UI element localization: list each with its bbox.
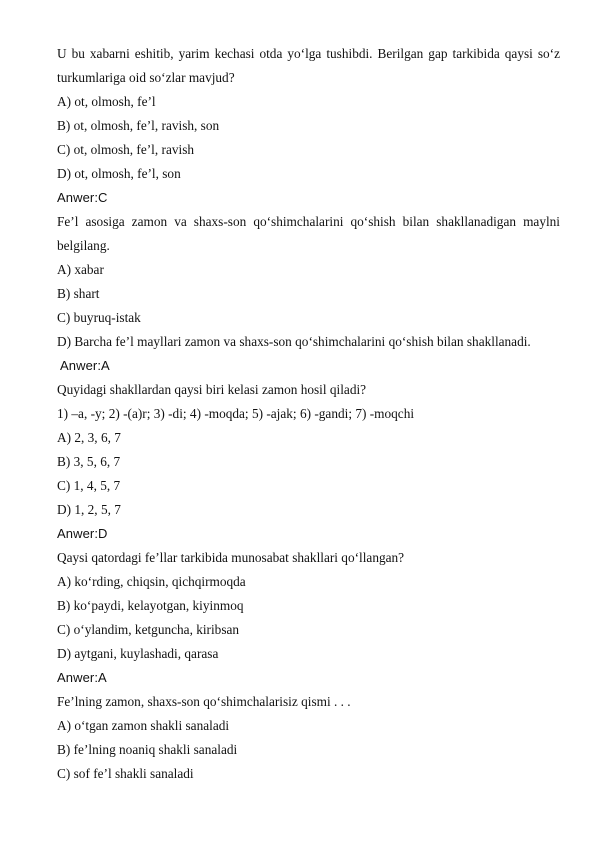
question-5-option-c: C) sof fe’l shakli sanaladi: [57, 766, 194, 781]
question-1-option-c: C) ot, olmosh, fe’l, ravish: [57, 142, 195, 157]
question-3-option-c: C) 1, 4, 5, 7: [57, 478, 121, 493]
question-2-text: Fe’l asosiga zamon va shaxs-son qoʻshimchalarini qoʻshish bilan shakllanadigan maylni belgilang.: [57, 214, 560, 253]
question-5-option-a: A) oʻtgan zamon shakli sanaladi: [57, 718, 230, 733]
quiz-content: [57, 42, 560, 786]
question-2-option-a: A) xabar: [57, 262, 104, 277]
question-4-option-c: C) oʻylandim, ketguncha, kiribsan: [57, 622, 240, 637]
question-2-option-c: C) buyruq-istak: [57, 310, 141, 325]
question-3-option-d: D) 1, 2, 5, 7: [57, 502, 121, 517]
question-3-answer: Anwer:D: [57, 526, 108, 541]
question-4-option-a: A) koʻrding, chiqsin, qichqirmoqda: [57, 574, 246, 589]
question-5-option-b: B) fe’lning noaniq shakli sanaladi: [57, 742, 238, 757]
question-4-answer: Anwer:A: [57, 670, 107, 685]
question-3-text: Quyidagi shakllardan qaysi biri kelasi zamon hosil qiladi?: [57, 382, 367, 397]
question-2-option-b: B) shart: [57, 286, 100, 301]
question-3-option-b: B) 3, 5, 6, 7: [57, 454, 121, 469]
question-3-option-a: A) 2, 3, 6, 7: [57, 430, 121, 445]
question-5-text: Fe’lning zamon, shaxs-son qoʻshimchalarisiz qismi . . .: [57, 694, 351, 709]
question-4-option-b: B) koʻpaydi, kelayotgan, kiyinmoq: [57, 598, 244, 613]
question-1-option-d: D) ot, olmosh, fe’l, son: [57, 166, 181, 181]
question-2-option-d: D) Barcha fe’l mayllari zamon va shaxs-son qoʻshimchalarini qoʻshish bilan shakllanadi.: [57, 334, 531, 349]
question-1-text: U bu xabarni eshitib, yarim kechasi otda yoʻlga tushibdi. Berilgan gap tarkibida qaysi soʻz turkumlariga oid soʻzlar mavjud?: [57, 46, 560, 85]
question-2-answer: Anwer:A: [60, 358, 110, 373]
question-4-text: Qaysi qatordagi fe’llar tarkibida munosabat shakllari qoʻllangan?: [57, 550, 405, 565]
question-1-option-b: B) ot, olmosh, fe’l, ravish, son: [57, 118, 220, 133]
question-1-option-a: A) ot, olmosh, fe’l: [57, 94, 156, 109]
question-3-forms-list: 1) –a, -y; 2) -(a)r; 3) -di; 4) -moqda; 5) -ajak; 6) -gandi; 7) -moqchi: [57, 406, 415, 421]
question-1-answer: Anwer:C: [57, 190, 108, 205]
question-4-option-d: D) aytgani, kuylashadi, qarasa: [57, 646, 219, 661]
